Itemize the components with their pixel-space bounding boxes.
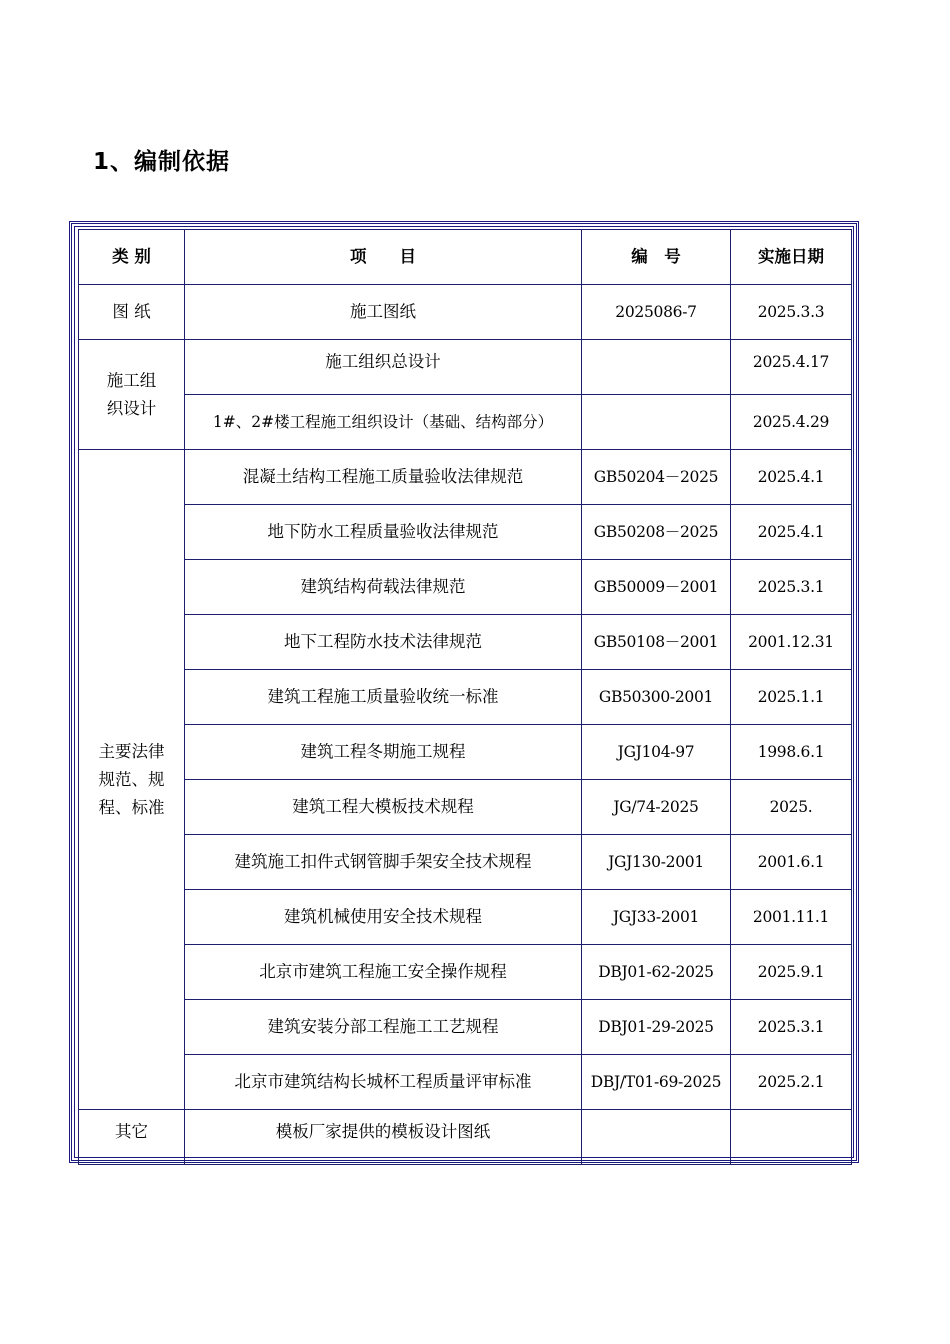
row-code: GB50208－2025	[582, 505, 731, 560]
row-date: 2001.11.1	[731, 890, 852, 945]
category-other: 其它	[79, 1110, 185, 1165]
row-date: 2025.4.17	[731, 340, 852, 395]
row-item: 建筑机械使用安全技术规程	[185, 890, 582, 945]
row-item: 建筑结构荷载法律规范	[185, 560, 582, 615]
row-code: GB50108－2001	[582, 615, 731, 670]
row-date: 2001.6.1	[731, 835, 852, 890]
row-date: 2025.4.29	[731, 395, 852, 450]
row-date: 2025.4.1	[731, 505, 852, 560]
row-item: 北京市建筑工程施工安全操作规程	[185, 945, 582, 1000]
row-code: JGJ104-97	[582, 725, 731, 780]
table-row	[79, 670, 852, 725]
header-item: 项 目	[185, 230, 582, 285]
table-row	[79, 450, 852, 505]
row-item: 建筑安装分部工程施工工艺规程	[185, 1000, 582, 1055]
category-org-design	[79, 340, 185, 450]
row-date: 2025.	[731, 780, 852, 835]
header-code: 编 号	[582, 230, 731, 285]
category-org-design-label: 施工组织设计	[106, 370, 157, 418]
row-code: DBJ01-29-2025	[582, 1000, 731, 1055]
row-date: 2025.3.3	[731, 285, 852, 340]
table-row	[79, 615, 852, 670]
row-code: GB50009－2001	[582, 560, 731, 615]
row-date: 2025.3.1	[731, 1000, 852, 1055]
table-row	[79, 835, 852, 890]
table-row	[79, 780, 852, 835]
table-header-row	[79, 230, 852, 285]
row-item: 施工图纸	[185, 285, 582, 340]
row-date: 2025.3.1	[731, 560, 852, 615]
row-item: 混凝土结构工程施工质量验收法律规范	[185, 450, 582, 505]
row-code	[582, 395, 731, 450]
category-standards-label: 主要法律规范、规程、标准	[98, 741, 165, 817]
row-code: 2025086-7	[582, 285, 731, 340]
row-date: 2025.9.1	[731, 945, 852, 1000]
row-code: GB50204－2025	[582, 450, 731, 505]
table-row	[79, 1110, 852, 1165]
row-item: 施工组织总设计	[185, 340, 582, 395]
table-row	[79, 945, 852, 1000]
category-drawings: 图 纸	[79, 285, 185, 340]
row-item: 地下防水工程质量验收法律规范	[185, 505, 582, 560]
row-code: DBJ/T01-69-2025	[582, 1055, 731, 1110]
row-item: 建筑工程大模板技术规程	[185, 780, 582, 835]
basis-table	[78, 229, 852, 1165]
table-row	[79, 1000, 852, 1055]
table-row	[79, 285, 852, 340]
category-standards	[79, 450, 185, 1110]
row-item: 建筑工程冬期施工规程	[185, 725, 582, 780]
row-code: JG/74-2025	[582, 780, 731, 835]
row-code: GB50300-2001	[582, 670, 731, 725]
table-row	[79, 505, 852, 560]
row-date: 2025.4.1	[731, 450, 852, 505]
row-item: 模板厂家提供的模板设计图纸	[185, 1110, 582, 1165]
row-item: 1#、2#楼工程施工组织设计（基础、结构部分）	[185, 395, 582, 450]
row-date: 1998.6.1	[731, 725, 852, 780]
table-row	[79, 1055, 852, 1110]
table-row	[79, 340, 852, 395]
row-date	[731, 1110, 852, 1165]
row-date: 2025.2.1	[731, 1055, 852, 1110]
row-item: 建筑施工扣件式钢管脚手架安全技术规程	[185, 835, 582, 890]
row-code: JGJ33-2001	[582, 890, 731, 945]
row-code: DBJ01-62-2025	[582, 945, 731, 1000]
table-row	[79, 725, 852, 780]
row-date: 2001.12.31	[731, 615, 852, 670]
header-category: 类 别	[79, 230, 185, 285]
table-row	[79, 890, 852, 945]
row-code	[582, 340, 731, 395]
header-date: 实施日期	[731, 230, 852, 285]
table-row	[79, 395, 852, 450]
row-code	[582, 1110, 731, 1165]
row-item: 北京市建筑结构长城杯工程质量评审标准	[185, 1055, 582, 1110]
table-row	[79, 560, 852, 615]
row-date: 2025.1.1	[731, 670, 852, 725]
row-code: JGJ130-2001	[582, 835, 731, 890]
section-heading: 1、编制依据	[93, 149, 231, 175]
row-item: 建筑工程施工质量验收统一标准	[185, 670, 582, 725]
row-item: 地下工程防水技术法律规范	[185, 615, 582, 670]
